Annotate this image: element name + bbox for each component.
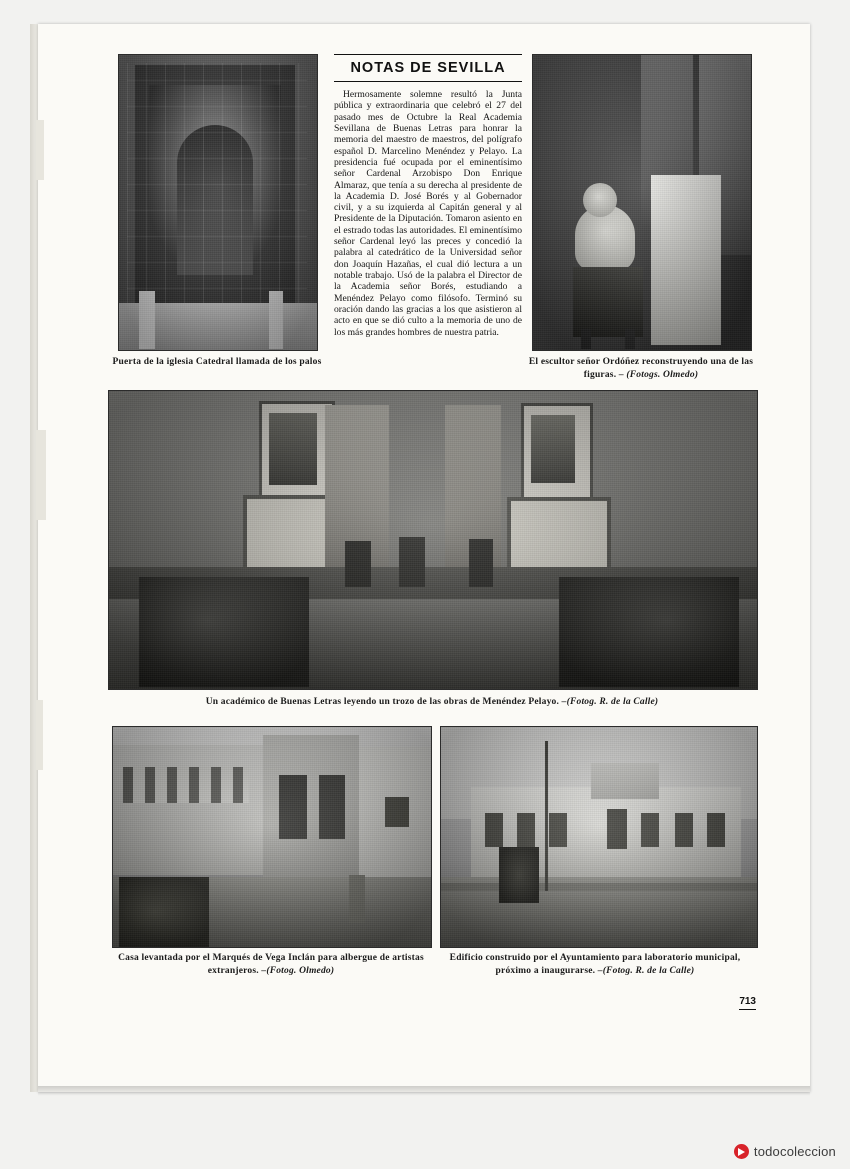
photo-municipal-laboratory [440, 726, 758, 948]
caption-municipal-laboratory-credit: –(Fotog. R. de la Calle) [597, 965, 695, 976]
watermark [734, 1144, 836, 1159]
page-number: 713 [739, 996, 756, 1010]
article-headline: NOTAS DE SEVILLA [350, 60, 506, 76]
page-edge-nick-3 [36, 700, 43, 770]
play-icon [734, 1144, 749, 1159]
caption-artists-house-credit: –(Fotog. Olmedo) [261, 965, 335, 976]
watermark-text: todocoleccion [753, 1144, 836, 1159]
caption-artists-house [108, 952, 434, 978]
article-body [334, 89, 522, 338]
caption-academy-hall-text: Un académico de Buenas Letras leyendo un trozo de las obras de Menéndez Pelayo. [205, 697, 560, 707]
caption-sculptor-text: El escultor señor Ordóñez reconstruyendo una de las figuras. [528, 357, 754, 380]
photo-sculptor [532, 54, 752, 351]
photo-academy-hall [108, 390, 758, 690]
caption-municipal-laboratory-text: Edificio construido por el Ayuntamiento para laboratorio municipal, próximo a inaugurarse. [449, 953, 741, 976]
caption-municipal-laboratory [434, 952, 756, 978]
caption-sculptor-credit: – (Fotogs. Olmedo) [618, 369, 699, 380]
photo-artists-house [112, 726, 432, 948]
article-body-paragraph: Hermosamente solemne resultó la Junta pública y extraordinaria que celebró el 27 del pasado mes de Octubre la Real Academia Sevillana de Buenas Letras para honrar la memoria del maestro de maestros, del polígrafo español D. Marcelino Menéndez y Pelayo. La presidencia fué ocupada por el eminentísimo señor Cardenal Arzobispo Don Enrique Almaraz, que tenía a su derecha al presidente de la Academia D. José Borés y al Gobernador civil, y a su izquierda al Capitán general y al Presidente de la Diputación. Tomaron asiento en el estrado todas las autoridades. El eminentísimo señor Cardenal leyó las preces y concedió la palabra al catedrático de la Universidad señor don Joaquín Hazañas, el cual dió lectura a un notable trabajo. Usó de la palabra el Director de la Academia señor Borés, estudiando a Menéndez Pelayo como filósofo. Terminó su oración dando las gracias a los que asistieron al acto en que se dió culto a la memoria de uno de los más grandes hombres de nuestra patria. [334, 89, 522, 338]
caption-sculptor [524, 356, 758, 382]
caption-academy-hall-credit: –(Fotog. R. de la Calle) [561, 697, 659, 707]
page-bottom-shadow [38, 1086, 810, 1096]
caption-artists-house-text: Casa levantada por el Marqués de Vega Inclán para albergue de artistas extranjeros. [118, 953, 424, 976]
caption-cathedral-door: Puerta de la iglesia Catedral llamada de los palos [112, 357, 322, 367]
page-edge-nick-2 [36, 430, 46, 520]
article-column [334, 54, 522, 338]
page-edge-nick-1 [36, 120, 44, 180]
photo-cathedral-door [118, 54, 318, 351]
headline-rule-bottom [334, 81, 522, 82]
caption-academy-hall [108, 696, 756, 709]
page-content [108, 46, 760, 1036]
